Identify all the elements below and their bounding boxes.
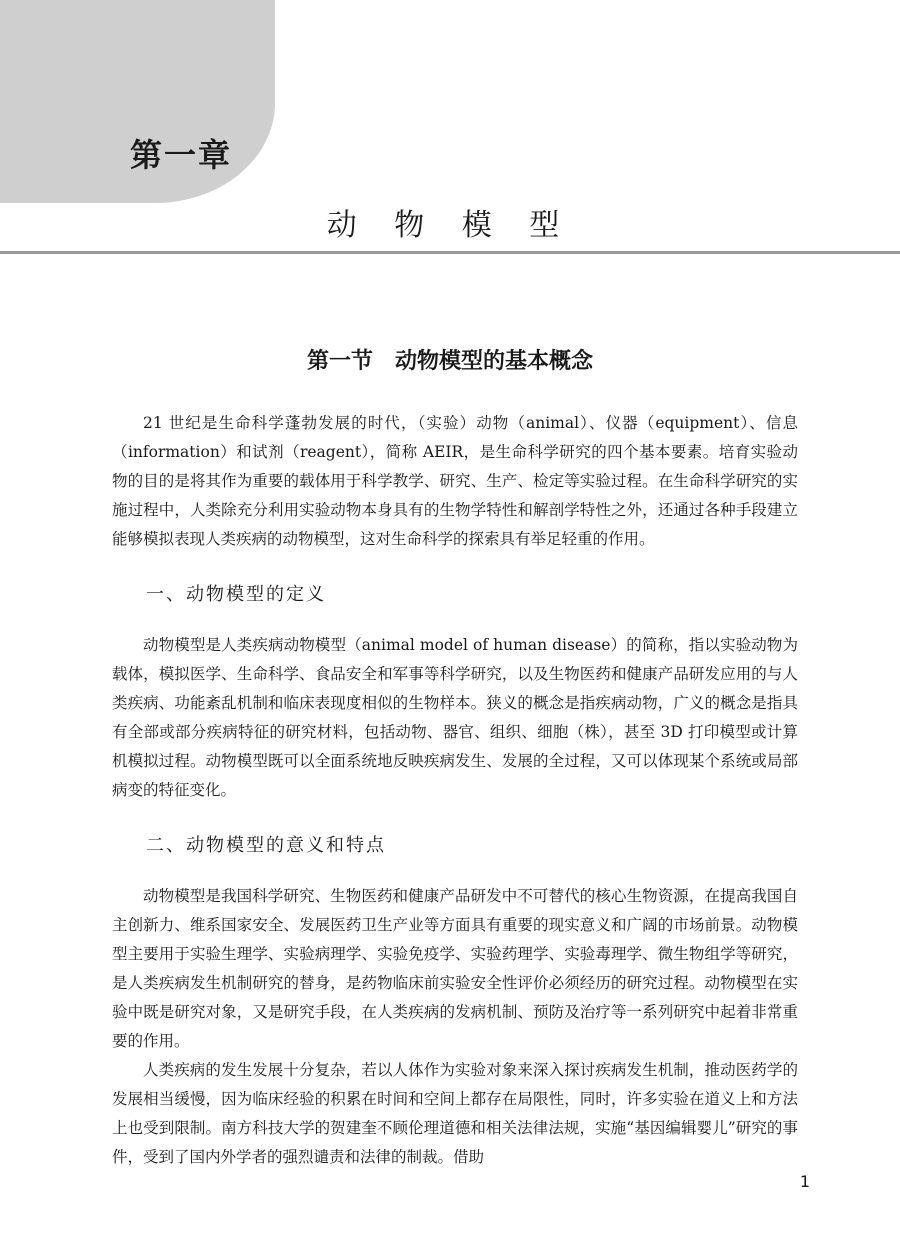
chapter-title: 动 物 模 型	[326, 208, 574, 243]
significance-paragraph-2: 人类疾病的发生发展十分复杂，若以人体作为实验对象来深入探讨疾病发生机制，推动医药学的发展相当缓慢，因为临床经验的积累在时间和空间上都存在局限性，同时，许多实验在道义上和方法上也受到限制。南方科技大学的贺建奎不顾伦理道德和相关法律法规，实施“基因编辑婴儿”研究的事件，受到了国内外学者的强烈谴责和法律的制裁。借助	[112, 1061, 798, 1166]
chapter-divider	[0, 251, 900, 254]
heading-significance: 二、动物模型的意义和特点	[146, 835, 386, 856]
section-title: 第一节 动物模型的基本概念	[306, 348, 593, 374]
definition-paragraph: 动物模型是人类疾病动物模型（animal model of human disease）的简称，指以实验动物为载体，模拟医学、生命科学、食品安全和军事等科学研究，以及生物医药和健康产品研发应用的与人类疾病、功能紊乱机制和临床表现度相似的生物样本。狭义的概念是指疾病动物，广义的概念是指具有全部或部分疾病特征的研究材料，包括动物、器官、组织、细胞（株），甚至 3D 打印模型或计算机模拟过程。动物模型既可以全面系统地反映疾病发生、发展的全过程，又可以体现某个系统或局部病变的特征变化。	[112, 636, 798, 799]
body-text	[112, 409, 798, 1172]
page-number: 1	[799, 1172, 810, 1191]
significance-paragraph-1: 动物模型是我国科学研究、生物医药和健康产品研发中不可替代的核心生物资源，在提高我国自主创新力、维系国家安全、发展医药卫生产业等方面具有重要的现实意义和广阔的市场前景。动物模型主要用于实验生理学、实验病理学、实验免疫学、实验药理学、实验毒理学、微生物组学等研究，是人类疾病发生机制研究的替身，是药物临床前实验安全性评价必须经历的研究过程。动物模型在实验中既是研究对象，又是研究手段，在人类疾病的发病机制、预防及治疗等一系列研究中起着非常重要的作用。	[112, 887, 798, 1050]
heading-definition: 一、动物模型的定义	[146, 584, 326, 605]
intro-paragraph: 21 世纪是生命科学蓬勃发展的时代，（实验）动物（animal）、仪器（equipment）、信息（information）和试剂（reagent），简称 AEIR，是生命科学研究的四个基本要素。培育实验动物的目的是将其作为重要的载体用于科学教学、研究、生产、检定等实验过程。在生命科学研究的实施过程中，人类除充分利用实验动物本身具有的生物学特性和解剖学特性之外，还通过各种手段建立能够模拟表现人类疾病的动物模型，这对生命科学的探索具有举足轻重的作用。	[112, 414, 798, 548]
chapter-label: 第一章	[130, 136, 233, 174]
